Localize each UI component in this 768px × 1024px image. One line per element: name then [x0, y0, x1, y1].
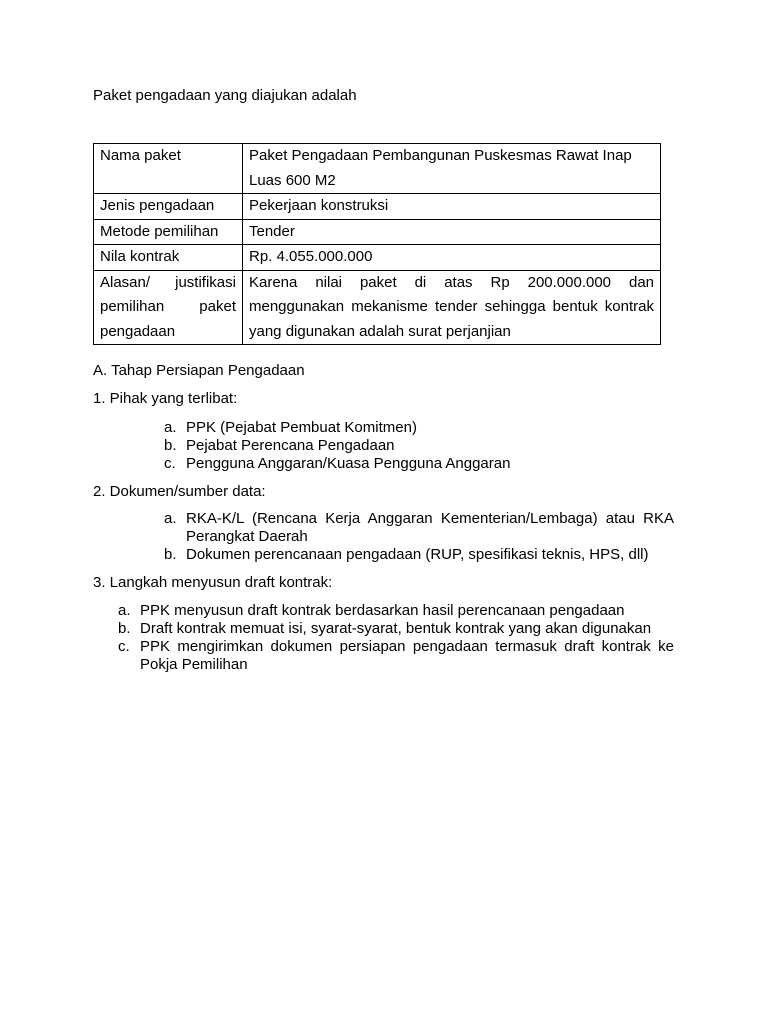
list-item: [164, 455, 674, 473]
list-item: [164, 437, 674, 455]
row-label: Metode pemilihan: [94, 219, 243, 245]
list-item-text: RKA-K/L (Rencana Kerja Anggaran Kementerian/Lembaga) atau RKA Perangkat Daerah: [186, 510, 674, 545]
list-marker: a.: [164, 510, 177, 527]
list-item-text: PPK mengirimkan dokumen persiapan pengadaan termasuk draft kontrak ke Pokja Pemilihan: [140, 638, 674, 673]
list-marker: b.: [164, 437, 177, 454]
row-label: Nama paket: [94, 144, 243, 194]
row-label: Jenis pengadaan: [94, 194, 243, 220]
intro-text: Paket pengadaan yang diajukan adalah: [93, 87, 357, 104]
list-item-text: PPK menyusun draft kontrak berdasarkan hasil perencanaan pengadaan: [140, 602, 625, 619]
row-label: Alasan/ justifikasi pemilihan paket pengadaan: [94, 270, 243, 345]
step-title: 1. Pihak yang terlibat:: [93, 390, 238, 407]
row-value: Tender: [243, 219, 661, 245]
list-item: [118, 602, 674, 620]
package-info-table: [93, 143, 661, 345]
table-row: [94, 194, 661, 220]
row-value: Karena nilai paket di atas Rp 200.000.000 dan menggunakan mekanisme tender sehingga bentuk kontrak yang digunakan adalah surat perjanjian: [243, 270, 661, 345]
list-marker: c.: [164, 455, 176, 472]
documents-list: [164, 510, 674, 564]
list-item-text: Dokumen perencanaan pengadaan (RUP, spesifikasi teknis, HPS, dll): [186, 546, 649, 563]
table-row: [94, 245, 661, 271]
list-marker: b.: [118, 620, 131, 637]
list-marker: a.: [164, 419, 177, 436]
list-item: [118, 638, 674, 674]
step-title: 3. Langkah menyusun draft kontrak:: [93, 574, 333, 591]
row-label: Nila kontrak: [94, 245, 243, 271]
list-item-text: Pejabat Perencana Pengadaan: [186, 437, 395, 454]
row-value: Rp. 4.055.000.000: [243, 245, 661, 271]
list-item: [118, 620, 674, 638]
table-row: [94, 144, 661, 194]
list-item: [164, 419, 674, 437]
row-value: Pekerjaan konstruksi: [243, 194, 661, 220]
section-title: A. Tahap Persiapan Pengadaan: [93, 362, 305, 379]
list-marker: a.: [118, 602, 131, 619]
step-title: 2. Dokumen/sumber data:: [93, 483, 266, 500]
row-value: Paket Pengadaan Pembangunan Puskesmas Rawat Inap Luas 600 M2: [243, 144, 661, 194]
parties-list: [164, 419, 674, 473]
table-row: [94, 270, 661, 345]
list-item: [164, 510, 674, 546]
list-item-text: Draft kontrak memuat isi, syarat-syarat, bentuk kontrak yang akan digunakan: [140, 620, 652, 637]
draft-steps-list: [118, 602, 674, 674]
list-item-text: Pengguna Anggaran/Kuasa Pengguna Anggaran: [186, 455, 511, 472]
list-marker: b.: [164, 546, 177, 563]
list-item: [164, 546, 674, 564]
list-marker: c.: [118, 638, 130, 655]
list-item-text: PPK (Pejabat Pembuat Komitmen): [186, 419, 417, 436]
table-row: [94, 219, 661, 245]
